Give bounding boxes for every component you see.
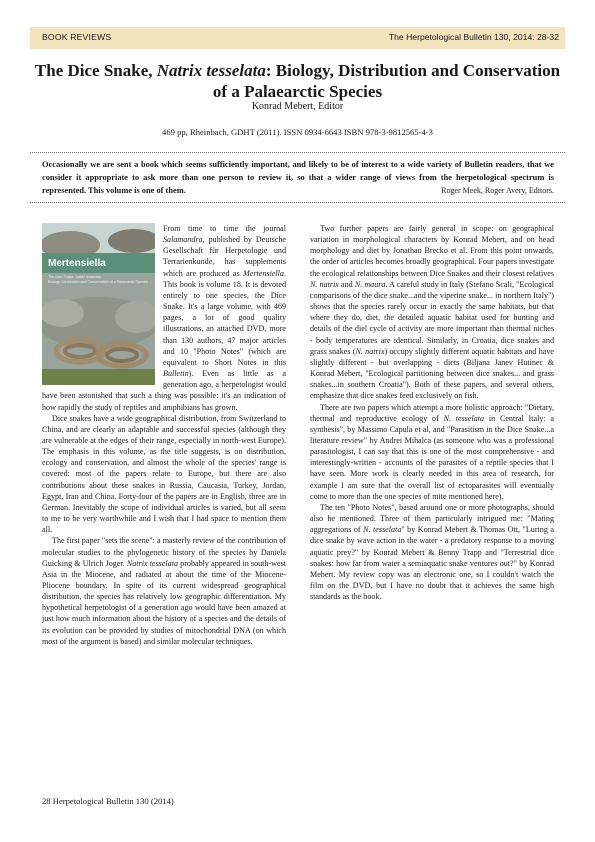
section-label: BOOK REVIEWS: [42, 32, 112, 42]
column-left: [42, 223, 286, 647]
header-bar: [30, 27, 565, 49]
text-run: and: [338, 279, 355, 289]
text-run: From time to time the journal: [163, 224, 286, 233]
text-run: ) occupy slightly different aquatic habitats and have slightly different - but overlapping - diets (Biljana Janev Hutinec & Konrad Mebert, "Ecological partitioning between dice snakes... and grass snakes...in southern Croatia"). Both of these papers, and several others, emphasize that dice snakes feed exclusively on fish.: [310, 346, 554, 401]
text-run: , published by Deutsche Gesellschaft für Herpetologie und Terrarienkunde, has supplements which are produced as: [163, 235, 286, 278]
cover-series-title: Mertensiella: [48, 258, 106, 269]
intro-signature: Roger Meek, Roger Avery, Editors.: [441, 186, 554, 195]
column-right: [310, 223, 554, 602]
article-title: [30, 60, 565, 102]
divider-top: [30, 152, 565, 153]
paragraph: [310, 402, 554, 502]
title-part: : Biology, Distribution and Conservation of a Palaearctic Species: [212, 61, 561, 101]
publication-info: 469 pp, Rheinbach, GDHT (2011). ISSN 0934-6643 ISBN 978-3-9812565-4-3: [162, 127, 433, 137]
text-run: " by Konrad Mebert & Thomas Ott, "Luring a dice snake by wave action in the water - a predatory response to a moving aquatic prey?" by Konrad Mebert & Benny Trapp and "Terrestrial dice snakes: how far from water a semiaquatic snake ventures out?" by Konrad Mebert. My review copy was an electronic one, so I couldn't watch the film on the DVD, but I have no doubt that it achieves the same high standards as the book.: [310, 525, 554, 602]
text-run-italic: Natrix tesselata: [126, 558, 179, 568]
text-run: . This book is volume 18. It is devoted entirely to one species, the Dice Snake. It's a large volume, with 469 pages, a lot of good quality illustrations, an attached DVD, more than 130 authors, 47 major articles and 10 "Photo Notes" (which are equivalent to Short Notes in this: [163, 268, 286, 367]
text-run-italic: N. natrix: [355, 346, 385, 356]
paragraph: [310, 502, 554, 602]
text-run: ). Even as little as a generation ago, a herpetologist would have been astonished that such a thing was possible: it's an indication of how rapidly the study of reptiles and amphibians has grown.: [42, 369, 286, 412]
text-run: . A careful study in Italy (Stefano Scali, "Ecological comparisons of the dice snake...and the viperine snake... in northern Italy") shows that the species rarely occur in exactly the same habitats, but that where they do, diet, the detailed aquatic habitat used for hunting and details of the diel cycle of activity are more important than thermal niches - body temperatures are identical. Similarly, in Croatia, dice snakes and grass snakes (: [310, 279, 554, 356]
divider-bottom: [30, 202, 565, 203]
text-run: Two further papers are fairly general in scope: on geographical variation in morphological characters by Konrad Mebert, and on head morphology and diet by Jonathan Brecko et al. From this point onwards, the order of articles becomes broadly geographical. Four papers investigate the ecological relationships between Dice Snakes and their closest relatives: [310, 224, 554, 278]
text-run-italic: N. tesselata: [443, 413, 485, 423]
title-part: The Dice Snake,: [34, 61, 157, 80]
text-run: There are two papers which attempt a more holistic approach: "Dietary, thermal and reproductive ecology of: [310, 402, 554, 423]
paragraph: [42, 535, 286, 647]
title-species: Natrix tesselata: [156, 61, 266, 80]
cover-grass: [42, 369, 155, 385]
editorial-intro: [42, 158, 554, 197]
text-run: in Central Italy: a synthesis", by Massimo Capula et al, and "Parasitism in the Dice Snake...a literature review" by Andrei Mihalca (as someone who was a professional parasitologist, I can say that this is one of the most comprehensive - and interestingly-written - accounts of the parasites of a reptile species that I have seen. More work is clearly needed in this area of research, for example I am sure that the overall list of ectoparasites will eventually come to more than the one species of mite mentioned here).: [310, 413, 554, 501]
paragraph: Dice snakes have a wide geographical distribution, from Switzerland to China, and are clearly an adaptable and successful species (although they are vulnerable at the edges of their range, especially in north-west Europe). The emphasis in this volume, as the title suggests, is on distribution, ecology and conservation, and almost the whole of the species' range is covered: most of the papers relate to Europe, but there are also contributions about these snakes in Russia, Caucasia, Turkey, Jordan, Egypt, Iran and China. Forty-four of the papers are in English, three are in German. Inevitably the scope of individual articles is varied, but all seem to me to be very worthwhile and I wish that I had space to mention them all.: [42, 413, 286, 535]
book-cover-image: [42, 223, 155, 385]
journal-reference: The Herpetological Bulletin 130, 2014: 28-32: [388, 32, 559, 42]
page-footer: 28 Herpetological Bulletin 130 (2014): [42, 796, 174, 806]
text-run: The first paper "sets the scene": a masterly review of the contribution of molecular studies to the phylogenetic history of the species by Daniela Guicking & Ulrich Joger.: [42, 536, 286, 568]
text-run-italic: N. maura: [354, 279, 386, 289]
text-run: probably appeared in south-west Asia in the Miocene, and radiated at about the time of the Miocene-Pliocene boundary. In spite of its current widespread geographical distribution, the species has relatively low geographic differentiation. My hypothetical herpetologist of a generation ago would have been amazed at just how much information about the history of a species and the details of its evolution can be provided by studies of mitochondrial DNA (on which most of the argument is based) and similar molecular techniques.: [42, 558, 286, 646]
editor-line: Konrad Mebert, Editor: [251, 101, 344, 112]
text-run-italic: N. natrix: [310, 279, 339, 289]
text-run: The ten "Photo Notes", based around one or more photographs, should also be mentioned. Three of them particularly intrigued me: "Mating aggregations of: [310, 502, 554, 535]
paragraph: [310, 223, 554, 402]
text-run-italic: N. tesselata: [363, 525, 402, 535]
text-run-italic: Bulletin: [163, 369, 189, 379]
text-run-italic: Salamandra: [163, 235, 203, 245]
intro-text: Occasionally we are sent a book which seems sufficiently important, and likely to be of interest to a wide variety of Bulletin readers, that we consider it appropriate to ask more than one person to review it, so that a wider range of views from the herpetological spectrum is represented. This volume is one of them.: [42, 160, 554, 195]
text-run-italic: Mertensiella: [243, 268, 284, 278]
cover-subtitle: The Dice Snake, Natrix tesselata: Biology, Distribution and Conservation of a Palaearctic Species: [48, 275, 149, 284]
cover-illustration: [42, 223, 155, 385]
